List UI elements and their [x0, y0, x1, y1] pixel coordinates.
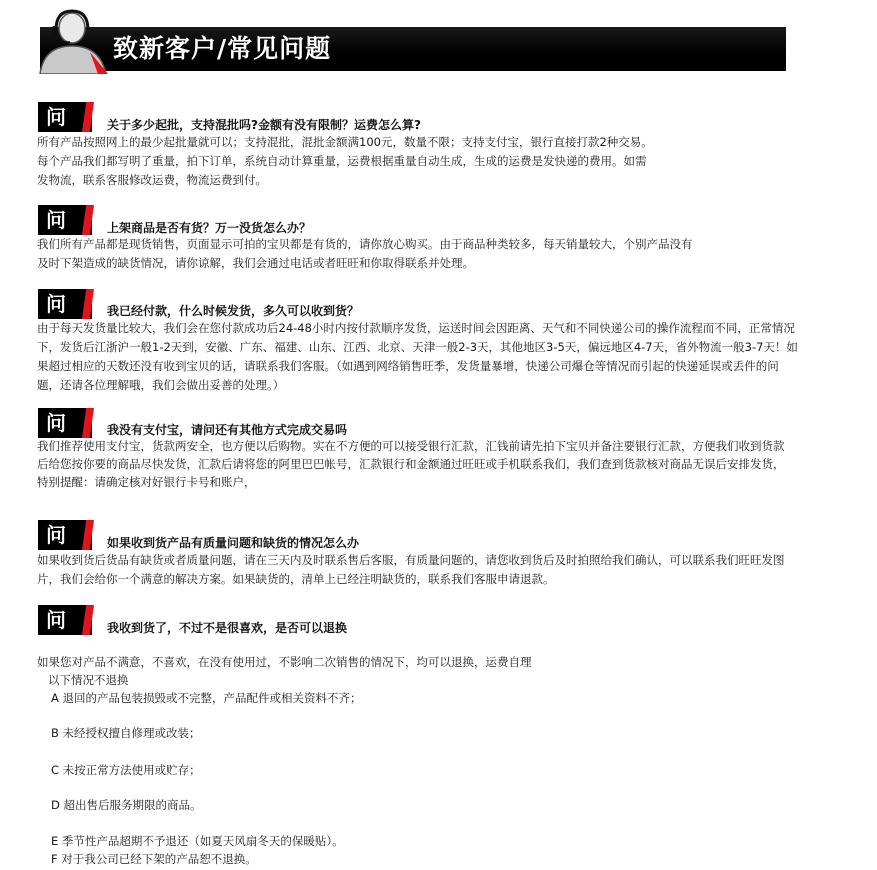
page-title: 致新客户/常见问题 [113, 34, 332, 63]
answer-line: 如果收到货后货品有缺货或者质量问题，请在三天内及时联系售后客服，有质量问题的，请您收到货后及时拍照给我们确认，可以联系我们旺旺发图 [37, 553, 785, 567]
question-badge: 问 [38, 102, 92, 132]
answer-line: 及时下架造成的缺货情况，请你谅解，我们会通过电话或者旺旺和你取得联系并处理。 [37, 256, 474, 270]
question-badge: 问 [38, 289, 92, 319]
answer-line: B 未经授权擅自修理或改装； [51, 726, 201, 740]
question-title: 我收到货了，不过不是很喜欢，是否可以退换 [107, 621, 348, 635]
answer-line: 题，还请各位理解哦，我们会做出妥善的处理。） [37, 378, 285, 392]
answer-line: 片，我们会给你一个满意的解决方案。如果缺货的，清单上已经注明缺货的，联系我们客服申请退款。 [37, 572, 555, 586]
question-title: 上架商品是否有货？万一没货怎么办？ [107, 221, 312, 235]
answer-line: 以下情况不退换 [48, 673, 129, 687]
answer-line: 后给您按你要的商品尽快发货，汇款后请将您的阿里巴巴帐号，汇款银行和金额通过旺旺或手机联系我们，我们查到货款核对商品无误后安排发货， [37, 457, 785, 471]
answer-line: A 退回的产品包装损毁或不完整，产品配件或相关资料不齐； [51, 691, 362, 705]
answer-line: 如果您对产品不满意，不喜欢，在没有使用过，不影响二次销售的情况下，均可以退换，运费自理 [37, 655, 532, 669]
answer-line: C 未按正常方法使用或贮存； [51, 763, 201, 777]
question-title: 我已经付款，什么时候发货，多久可以收到货？ [107, 304, 360, 318]
answer-line: 每个产品我们都写明了重量，拍下订单，系统自动计算重量，运费根据重量自动生成，生成的运费是发快递的费用。如需 [37, 154, 647, 168]
answer-line: D 超出售后服务期限的商品。 [51, 798, 202, 812]
question-badge: 问 [38, 408, 92, 438]
question-title: 关于多少起批，支持混批吗?金额有没有限制？运费怎么算? [107, 118, 421, 132]
question-badge: 问 [38, 205, 92, 235]
answer-line: 由于每天发货量比较大，我们会在您付款成功后24-48小时内按付款顺序发货，运送时间会因距离、天气和不同快递公司的操作流程而不同，正常情况 [37, 321, 795, 335]
answer-line: 所有产品按照网上的最少起批量就可以；支持混批，混批金额满100元，数量不限；支持支付宝，银行直接打款2种交易。 [37, 135, 653, 149]
question-title: 我没有支付宝，请问还有其他方式完成交易吗 [107, 423, 348, 437]
answer-line: 特别提醒：请确定核对好银行卡号和账户， [37, 475, 256, 489]
question-badge: 问 [38, 605, 92, 635]
answer-line: 我们推荐使用支付宝，货款两安全，也方便以后购物。实在不方便的可以接受银行汇款，汇钱前请先拍下宝贝并备注要银行汇款，方便我们收到货款 [37, 439, 785, 453]
answer-line: E 季节性产品超期不予退还（如夏天风扇冬天的保暖贴）。 [51, 834, 344, 848]
customer-service-avatar-icon [34, 8, 114, 74]
question-title: 如果收到货产品有质量问题和缺货的情况怎么办 [107, 536, 360, 550]
answer-line: 果超过相应的天数还没有收到宝贝的话，请联系我们客服。（如遇到网络销售旺季，发货量暴增，快递公司爆仓等情况而引起的快递延误或丢件的问 [37, 359, 779, 373]
question-badge: 问 [38, 520, 92, 550]
answer-line: 下，发货后江浙沪一般1-2天到，安徽、广东、福建、山东、江西、北京、天津一般2-3天，其他地区3-5天，偏远地区4-7天，省外物流一般3-7天！如 [37, 340, 798, 354]
answer-line: 发物流，联系客服修改运费，物流运费到付。 [37, 173, 267, 187]
answer-line: 我们所有产品都是现货销售，页面显示可拍的宝贝都是有货的，请你放心购买。由于商品种类较多，每天销量较大，个别产品没有 [37, 237, 693, 251]
answer-line: F 对于我公司已经下架的产品恕不退换。 [51, 852, 257, 866]
